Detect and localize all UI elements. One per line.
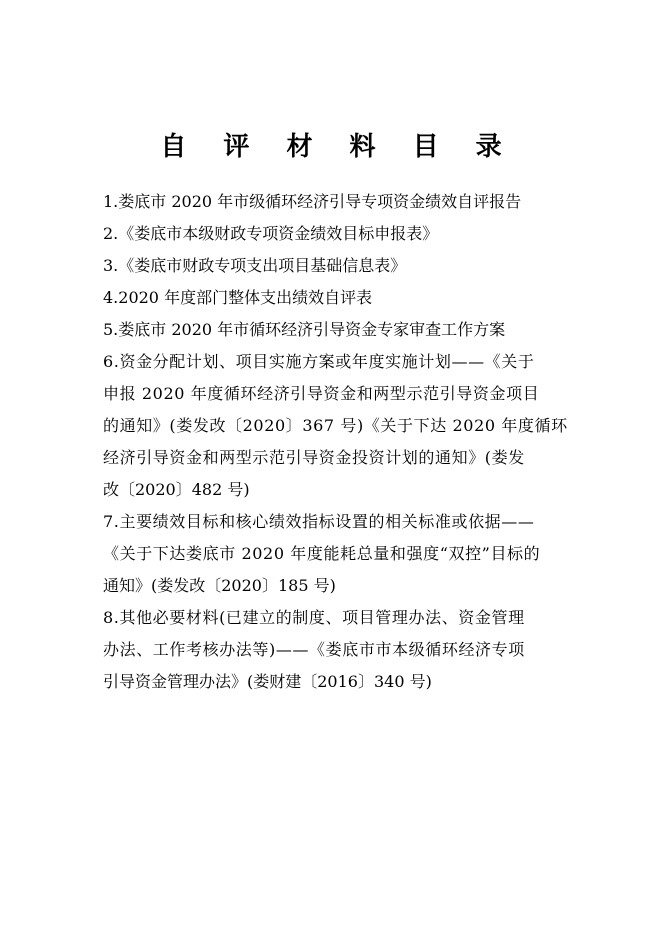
toc-item-5 bbox=[103, 314, 563, 346]
toc-item-8-line-2: 办法、工作考核办法等)——《娄底市市本级循环经济专项 bbox=[103, 640, 525, 659]
toc-item-2-line-1: 2.《娄底市本级财政专项资金绩效目标申报表》 bbox=[103, 224, 439, 243]
toc-item-6-line-5: 改〔2020〕482 号) bbox=[103, 480, 250, 499]
toc-item-7-line-1: 7.主要绩效目标和核心绩效指标设置的相关标准或依据—— bbox=[103, 512, 535, 531]
toc-item-1 bbox=[103, 186, 563, 218]
toc-item-6-line-3: 的通知》(娄发改〔2020〕367 号)《关于下达 2020 年度循环 bbox=[103, 416, 568, 435]
table-of-contents bbox=[103, 186, 568, 698]
toc-item-6-line-4: 经济引导资金和两型示范引导资金投资计划的通知》(娄发 bbox=[103, 448, 525, 467]
toc-item-3-line-1: 3.《娄底市财政专项支出项目基础信息表》 bbox=[103, 256, 407, 275]
toc-item-2 bbox=[103, 218, 563, 250]
toc-item-7-line-3: 通知》(娄发改〔2020〕185 号) bbox=[103, 576, 336, 595]
toc-item-6-line-2: 申报 2020 年度循环经济引导资金和两型示范引导资金项目 bbox=[103, 384, 540, 403]
toc-item-8-line-3: 引导资金管理办法》(娄财建〔2016〕340 号) bbox=[103, 672, 432, 691]
toc-item-6-line-1: 6.资金分配计划、项目实施方案或年度实施计划——《关于 bbox=[103, 352, 535, 371]
toc-item-4 bbox=[103, 282, 563, 314]
toc-item-1-line-1: 1.娄底市 2020 年市级循环经济引导专项资金绩效自评报告 bbox=[103, 192, 522, 211]
toc-item-3 bbox=[103, 250, 563, 282]
toc-item-8-line-1: 8.其他必要材料(已建立的制度、项目管理办法、资金管理 bbox=[103, 608, 525, 627]
toc-item-8 bbox=[103, 602, 563, 698]
toc-item-4-line-1: 4.2020 年度部门整体支出绩效自评表 bbox=[103, 288, 373, 307]
toc-item-5-line-1: 5.娄底市 2020 年市循环经济引导资金专家审查工作方案 bbox=[103, 320, 506, 339]
document-title: 自 评 材 料 目 录 bbox=[160, 132, 516, 163]
toc-item-6 bbox=[103, 346, 568, 506]
toc-item-7-line-2: 《关于下达娄底市 2020 年度能耗总量和强度“双控”目标的 bbox=[103, 544, 541, 563]
toc-item-7 bbox=[103, 506, 563, 602]
